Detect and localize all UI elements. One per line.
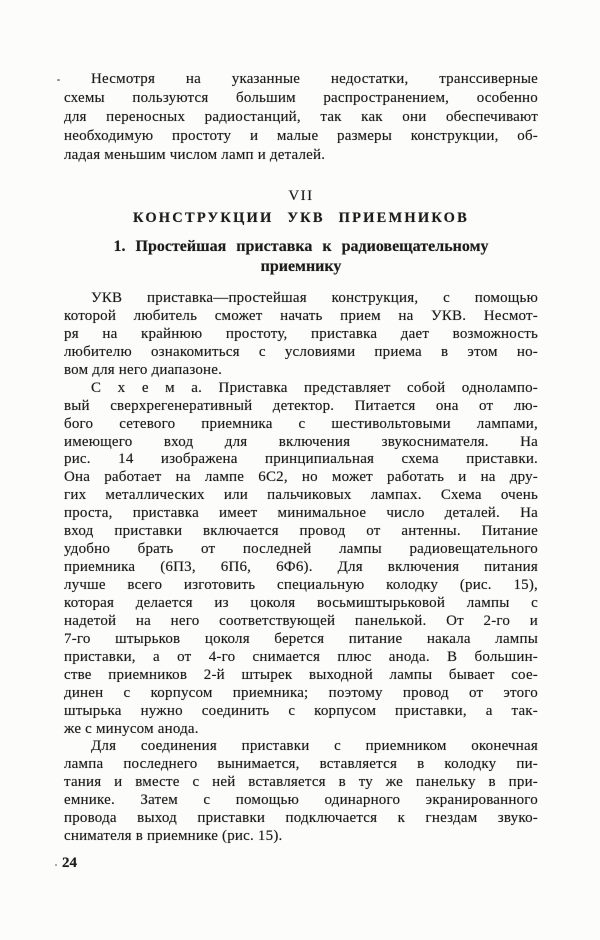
scan-speck: [55, 864, 57, 866]
text-line: Для соединения приставки с приемником оконечная: [91, 738, 538, 755]
text-line: 7-го штырьков цоколя берется питание накала лампы: [64, 630, 538, 647]
text-line: С х е м а. Приставка представляет собой однолампо-: [91, 379, 538, 396]
text-line: вый сверхрегенеративный детектор. Питается она от лю-: [64, 397, 538, 414]
section-heading: [64, 237, 538, 277]
text-line: тания и вместе с ней вставляется в ту же панельку в при-: [64, 774, 538, 791]
text-line: которой любитель сможет начать прием на УКВ. Несмот-: [64, 307, 538, 324]
text-line: лампа последнего вынимается, вставляется в колодку пи-: [64, 756, 538, 773]
text-line: схемы пользуются большим распространением, особенно: [64, 90, 538, 106]
page-number: 24: [62, 855, 77, 871]
text-line: же с минусом анода.: [64, 720, 199, 737]
section-heading-line1: 1. Простейшая приставка к радиовещательному: [113, 238, 489, 255]
text-line: рис. 14 изображена принципиальная схема приставки.: [64, 451, 538, 468]
text-line: снимателя в приемнике (рис. 15).: [64, 828, 283, 845]
text-line: необходимую простоту и малые размеры конструкции, об-: [64, 128, 538, 144]
intro-paragraph: [64, 70, 538, 165]
body-paragraph: [64, 738, 538, 846]
text-line: гих металлических или пальчиковых лампах. Схема очень: [64, 487, 538, 504]
text-line: вход приставки включается провод от антенны. Питание: [64, 523, 538, 540]
text-line: ря на крайнюю простоту, приставка дает возможность: [64, 325, 538, 342]
scan-speck: [57, 79, 60, 81]
body-paragraph: [64, 380, 538, 739]
text-line: для переносных радиостанций, так как они обеспечивают: [64, 109, 538, 125]
text-line: стве приемников 2-й штырек выходной лампы бывает сое-: [64, 666, 538, 683]
chapter-title: КОНСТРУКЦИИ УКВ ПРИЕМНИКОВ: [132, 210, 470, 226]
text-line: УКВ приставка—простейшая конструкция, с помощью: [91, 290, 538, 306]
text-line: приемника (6П3, 6П6, 6Ф6). Для включения питания: [64, 559, 538, 576]
text-line: ладая меньшим числом ламп и деталей.: [64, 147, 326, 163]
text-line: имеющего вход для включения звукоснимателя. На: [64, 433, 538, 450]
text-line: динен с корпусом приемника; поэтому провод от этого: [64, 684, 538, 701]
text-line: удобно брать от последней лампы радиовещательного: [64, 541, 538, 558]
section-heading-line2: приемнику: [260, 258, 342, 275]
text-line: проста, приставка имеет минимальное число деталей. На: [64, 505, 538, 522]
text-line: Несмотря на указанные недостатки, транссиверные: [91, 71, 538, 87]
text-line: которая делается из цоколя восьмиштырьковой лампы с: [64, 594, 538, 611]
chapter-number: VII: [288, 188, 314, 204]
text-line: лучше всего изготовить специальную колодку (рис. 15),: [64, 577, 538, 593]
text-line: провода выход приставки подключается к гнездам звуко-: [64, 810, 538, 827]
body-text: [64, 290, 538, 846]
text-line: емнике. Затем с помощью одинарного экранированного: [64, 792, 538, 809]
text-line: любителю ознакомиться с условиями приема в этом но-: [64, 343, 538, 360]
text-line: вом для него диапазоне.: [64, 361, 223, 378]
text-line: штырька нужно соединить с корпусом приставки, а так-: [64, 702, 538, 719]
text-line: Она работает на лампе 6С2, но может работать и на дру-: [64, 469, 538, 486]
text-line: бого сетевого приемника с шестивольтовыми лампами,: [64, 415, 538, 432]
body-paragraph: [64, 290, 538, 380]
text-line: приставки, а от 4-го снимается плюс анода. В большин-: [64, 648, 538, 665]
text-line: надетой на него соответствующей панелькой. От 2-го и: [64, 612, 538, 629]
